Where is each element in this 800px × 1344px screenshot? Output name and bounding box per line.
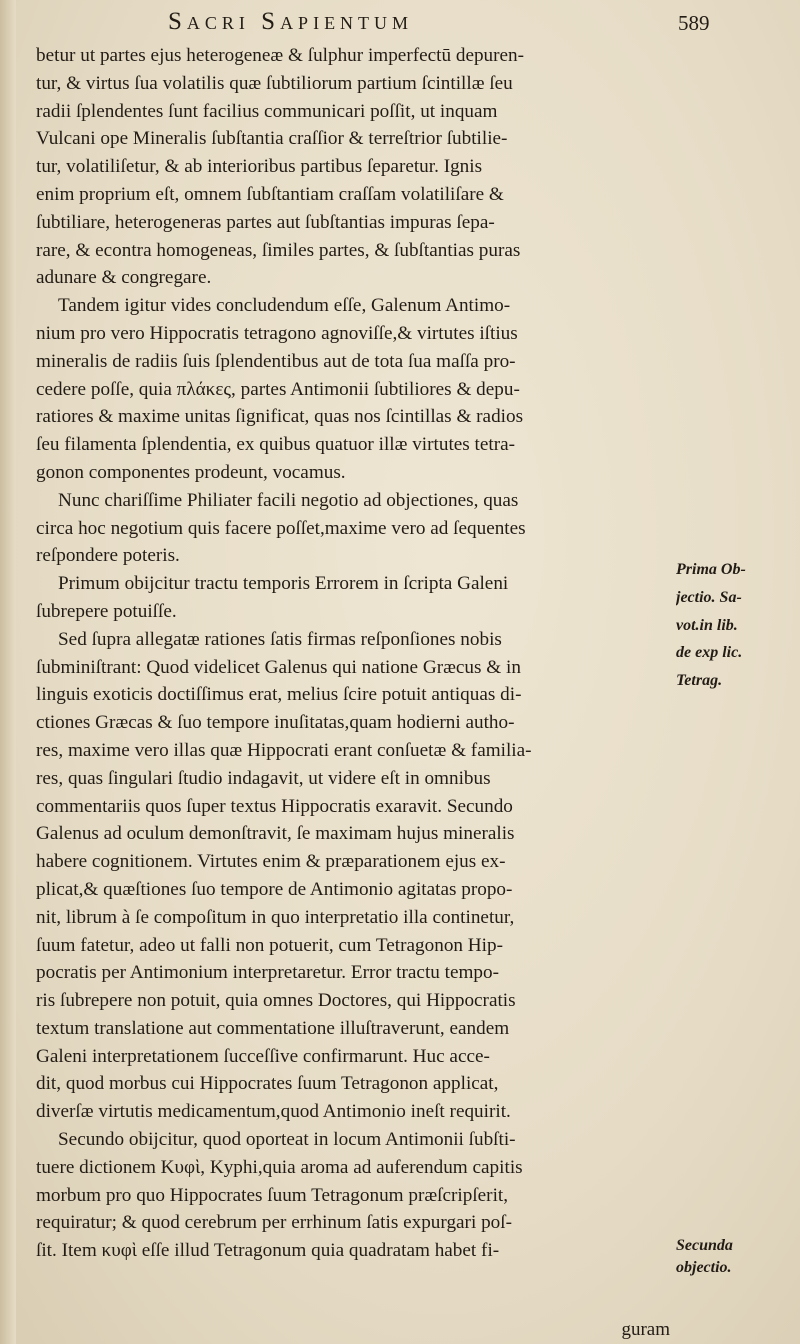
text-line: gonon componentes prodeunt, vocamus. [36,461,346,483]
text-line: res, quas ſingulari ſtudio indagavit, ut videre eſt in omnibus [36,767,491,789]
text-line: rare, & econtra homogeneas, ſimiles partes, & ſubſtantias puras [36,239,521,261]
text-line: commentariis quos ſuper textus Hippocratis exaravit. Secundo [36,795,513,817]
text-line: ratiores & maxime unitas ſignificat, quas nos ſcintillas & radios [36,406,524,428]
text-line: ſit. Item κυφὶ eſſe illud Tetragonum quia quadratam habet fi- [36,1240,500,1262]
text-line: mineralis de radiis ſuis ſplendentibus aut de tota ſua maſſa pro- [36,350,516,372]
text-line: nit, librum à ſe compoſitum in quo interpretatio illa continetur, [36,906,515,928]
page-gutter-shadow [0,0,16,1344]
text-line: cedere poſſe, quia πλάκες, partes Antimonii ſubtiliores & depu- [36,378,520,400]
body-text [36,42,676,1265]
text-line: dit, quod morbus cui Hippocrates ſuum Tetragonon applicat, [36,1073,499,1095]
text-line: ſuum fatetur, adeo ut falli non potuerit, cum Tetragonon Hip- [36,934,503,956]
margin-note-line: jectio. Sa- [676,588,742,606]
margin-note-line: de exp lic. [676,644,743,662]
running-title: Sacri Sapientum [168,8,414,35]
text-line: radii ſplendentes ſunt facilius communicari poſſit, ut inquam [36,100,498,122]
text-line: habere cognitionem. Virtutes enim & præparationem ejus ex- [36,851,506,873]
text-line: plicat,& quæſtiones ſuo tempore de Antimonio agitatas propo- [36,878,513,900]
text-line: ſubrepere potuiſſe. [36,600,177,622]
text-line: reſpondere poteris. [36,545,180,567]
margin-note-line: vot.in lib. [676,616,738,634]
text-line: adunare & congregare. [36,267,212,289]
margin-note-line: objectio. [676,1259,732,1276]
margin-note-secunda-objectio [676,1236,796,1280]
text-line: Galeni interpretationem ſucceſſive confirmarunt. Huc acce- [36,1045,490,1067]
page-header [0,8,800,42]
margin-note-line: Prima Ob- [676,561,746,578]
text-line: ſeu filamenta ſplendentia, ex quibus quatuor illæ virtutes tetra- [36,434,516,456]
text-line: requiratur; & quod cerebrum per errhinum ſatis expurgari poſ- [36,1212,512,1234]
text-line: Vulcani ope Mineralis ſubſtantia craſſior & terreſtrior ſubtilie- [36,128,508,150]
margin-note-line: Tetrag. [676,672,723,690]
text-line: ſubtiliare, heterogeneras partes aut ſubſtantias impuras ſepa- [36,211,495,233]
text-line: Sed ſupra allegatæ rationes ſatis firmas reſponſiones nobis [58,628,502,650]
text-line: enim proprium eſt, omnem ſubſtantiam craſſam volatiliſare & [36,183,504,205]
margin-note-line: Secunda [676,1237,733,1254]
text-line: textum translatione aut commentatione illuſtraverunt, eandem [36,1017,510,1039]
text-line: tuere dictionem Κυφὶ, Kyphi,quia aroma ad auferendum capitis [36,1156,523,1178]
margin-note-prima-objectio [676,556,796,695]
text-line: morbum pro quo Hippocrates ſuum Tetragonum præſcripſerit, [36,1184,509,1206]
text-line: linguis exoticis doctiſſimus erat, melius ſcire potuit antiquas di- [36,684,522,706]
text-line: tur, volatiliſetur, & ab interioribus partibus ſeparetur. Ignis [36,156,483,178]
text-line: tur, & virtus ſua volatilis quæ ſubtiliorum partium ſcintillæ ſeu [36,72,513,94]
text-line: nium pro vero Hippocratis tetragono agnoviſſe,& virtutes iſtius [36,322,518,344]
catchword: guram [621,1319,670,1340]
text-line: ris ſubrepere non potuit, quia omnes Doctores, qui Hippocratis [36,990,516,1012]
text-line: Nunc chariſſime Philiater facili negotio ad objectiones, quas [58,489,519,511]
text-line: Tandem igitur vides concludendum eſſe, Galenum Antimo- [58,295,511,317]
text-line: ſubminiſtrant: Quod videlicet Galenus qui natione Græcus & in [36,656,521,678]
text-line: betur ut partes ejus heterogeneæ & ſulphur imperfectū depuren- [36,45,525,66]
page-number: 589 [678,11,710,35]
text-line: circa hoc negotium quis facere poſſet,maxime vero ad ſequentes [36,517,526,539]
text-line: diverſæ virtutis medicamentum,quod Antimonio ineſt requirit. [36,1101,511,1123]
text-line: ctiones Græcas & ſuo tempore inuſitatas,quam hodierni autho- [36,712,515,734]
text-line: Galenus ad oculum demonſtravit, ſe maximam hujus mineralis [36,823,515,845]
text-line: pocratis per Antimonium interpretaretur. Error tractu tempo- [36,962,500,984]
text-line: res, maxime vero illas quæ Hippocrati erant conſuetæ & familia- [36,739,532,761]
text-line: Secundo obijcitur, quod oporteat in locum Antimonii ſubſti- [58,1129,516,1151]
text-line: Primum obijcitur tractu temporis Errorem in ſcripta Galeni [58,573,509,595]
